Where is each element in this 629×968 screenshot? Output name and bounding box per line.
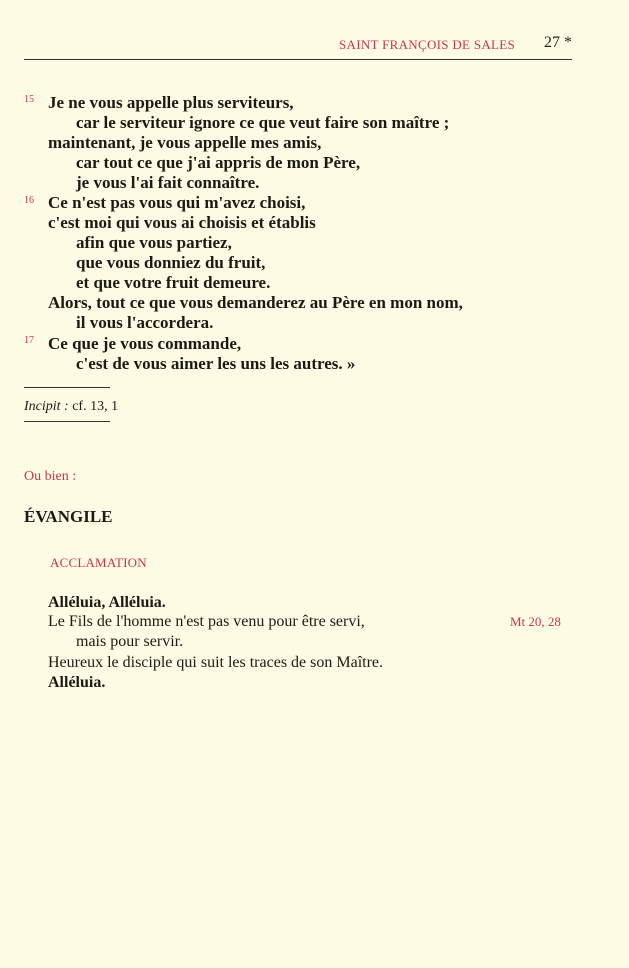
acclamation-line: Le Fils de l'homme n'est pas venu pour être servi, bbox=[48, 613, 365, 630]
page-number: 27 * bbox=[544, 34, 572, 51]
passage-line: que vous donniez du fruit, bbox=[76, 253, 266, 272]
acclamation-heading: ACCLAMATION bbox=[50, 555, 147, 570]
verse-number: 17 bbox=[24, 335, 34, 346]
passage-line: c'est moi qui vous ai choisis et établis bbox=[48, 213, 316, 232]
passage-line: afin que vous partiez, bbox=[76, 233, 232, 252]
verse-number: 16 bbox=[24, 195, 34, 206]
passage-line: c'est de vous aimer les uns les autres. » bbox=[76, 354, 356, 373]
running-header-title: SAINT FRANÇOIS DE SALES bbox=[339, 37, 516, 52]
passage-line: et que votre fruit demeure. bbox=[76, 273, 271, 292]
scripture-reference: Mt 20, 28 bbox=[510, 614, 561, 629]
passage-line: Alors, tout ce que vous demanderez au Père en mon nom, bbox=[48, 293, 463, 312]
acclamation-line: Alléluia. bbox=[48, 674, 106, 691]
incipit-ref: cf. 13, 1 bbox=[68, 399, 119, 414]
passage-line: car le serviteur ignore ce que veut faire son maître ; bbox=[76, 113, 450, 132]
section-title: ÉVANGILE bbox=[24, 507, 113, 526]
header-rule bbox=[24, 59, 572, 60]
acclamation-line: mais pour servir. bbox=[76, 633, 184, 650]
incipit-note bbox=[24, 399, 118, 415]
passage-line: car tout ce que j'ai appris de mon Père, bbox=[76, 153, 361, 172]
passage-line: il vous l'accordera. bbox=[76, 313, 214, 332]
incipit-label: Incipit : bbox=[24, 399, 69, 414]
passage-line: Je ne vous appelle plus serviteurs, bbox=[48, 93, 294, 112]
ou-bien-label: Ou bien : bbox=[24, 469, 77, 484]
divider-bottom bbox=[24, 421, 110, 422]
passage-line: Ce que je vous commande, bbox=[48, 334, 242, 353]
passage-line: Ce n'est pas vous qui m'avez choisi, bbox=[48, 193, 306, 212]
divider-top bbox=[24, 387, 110, 388]
acclamation-line: Heureux le disciple qui suit les traces de son Maître. bbox=[48, 654, 384, 671]
passage-line: je vous l'ai fait connaître. bbox=[76, 173, 260, 192]
passage-line: maintenant, je vous appelle mes amis, bbox=[48, 133, 322, 152]
acclamation-line: Alléluia, Alléluia. bbox=[48, 594, 166, 611]
verse-number: 15 bbox=[24, 94, 34, 105]
